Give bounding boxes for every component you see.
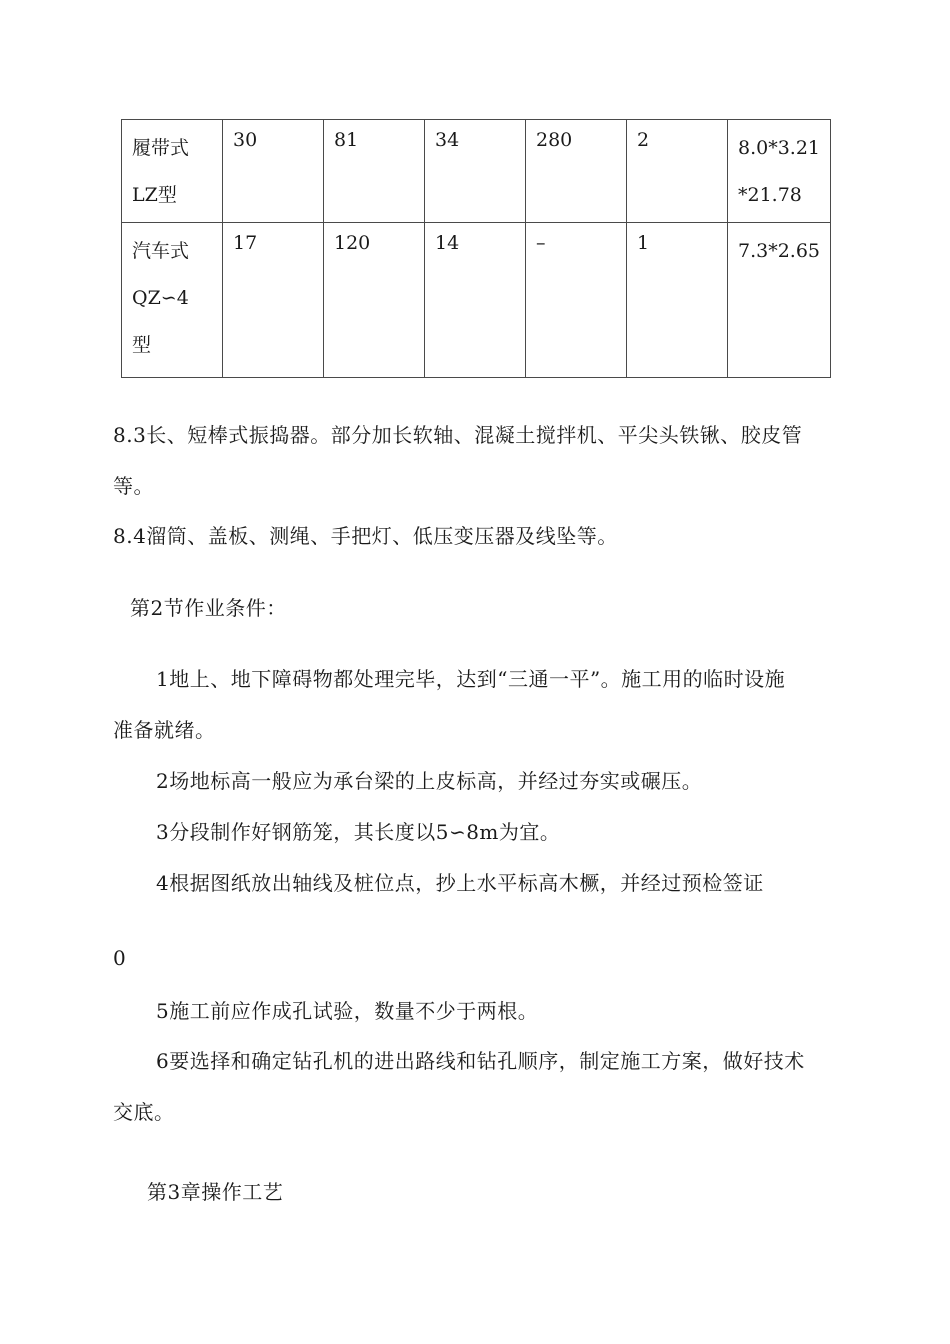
table-cell: 280: [526, 120, 627, 223]
table-cell: 17: [223, 223, 324, 378]
paragraph-8-4: 8.4溜筒、盖板、测绳、手把灯、低压变压器及线坠等。: [113, 524, 618, 548]
paragraph-8-3-line-1: 8.3长、短棒式振捣器。部分加长软轴、混凝土搅拌机、平尖头铁锹、胶皮管: [113, 423, 803, 447]
chapter-3-heading: 第3章操作工艺: [147, 1180, 284, 1204]
table-cell: –: [526, 223, 627, 378]
table-cell: 14: [425, 223, 526, 378]
table-row: [122, 120, 831, 223]
item-1-line-2: 准备就绪。: [113, 718, 216, 742]
item-2: 2场地标高一般应为承台梁的上皮标高，并经过夯实或碾压。: [156, 769, 703, 793]
table-cell: 81: [324, 120, 425, 223]
item-6-line-1: 6要选择和确定钻孔机的进出路线和钻孔顺序，制定施工方案，做好技术: [156, 1049, 805, 1073]
equipment-name-cell: 履带式 LZ型: [122, 120, 223, 223]
table-cell: 120: [324, 223, 425, 378]
dimensions-cell: 7.3*2.65: [728, 223, 831, 378]
equipment-spec-table: [121, 119, 831, 378]
section-2-heading: 第2节作业条件：: [130, 596, 287, 620]
item-3: 3分段制作好钢筋笼，其长度以5∽8m为宜。: [156, 820, 561, 844]
item-5: 5施工前应作成孔试验，数量不少于两根。: [156, 999, 539, 1023]
table-cell: 2: [627, 120, 728, 223]
item-4-line-1: 4根据图纸放出轴线及桩位点，抄上水平标高木橛，并经过预检签证: [156, 871, 764, 895]
table-cell: 1: [627, 223, 728, 378]
paragraph-8-3-line-2: 等。: [113, 474, 154, 498]
table-cell: 34: [425, 120, 526, 223]
table-row: [122, 223, 831, 378]
dimensions-cell: 8.0*3.21 *21.78: [728, 120, 831, 223]
equipment-name-cell: 汽车式 QZ∽4 型: [122, 223, 223, 378]
item-1-line-1: 1地上、地下障碍物都处理完毕，达到“三通一平”。施工用的临时设施: [156, 667, 786, 691]
item-6-line-2: 交底。: [113, 1100, 175, 1124]
item-4-line-2: 0: [113, 946, 127, 970]
table-cell: 30: [223, 120, 324, 223]
